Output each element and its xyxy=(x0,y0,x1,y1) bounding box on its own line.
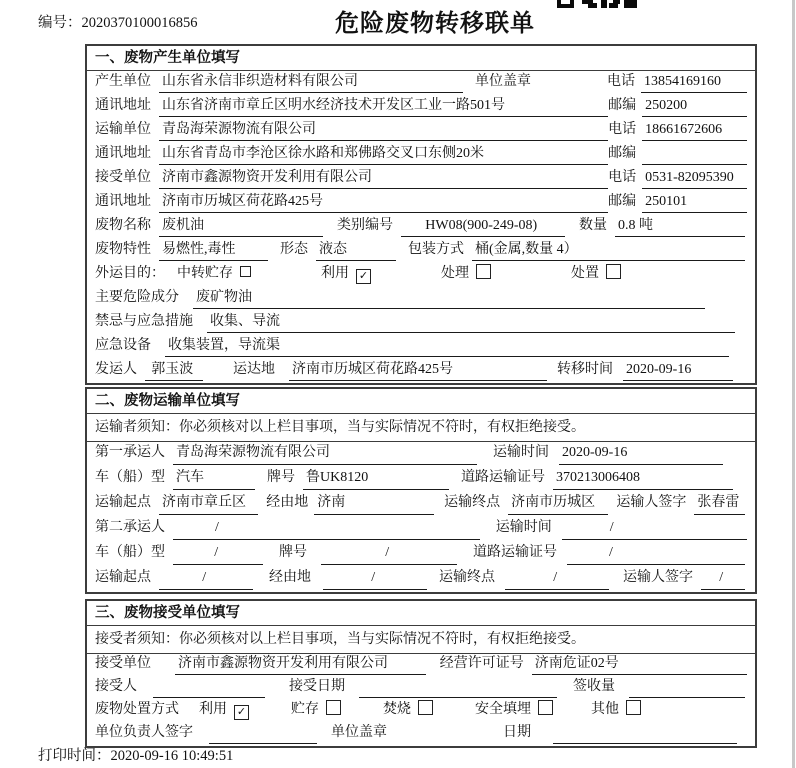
disposal-option-utilize xyxy=(199,700,249,720)
second-carrier-value: / xyxy=(173,517,480,540)
packaging-label: 包装方式 xyxy=(408,242,464,257)
producer-unit-label: 产生单位 xyxy=(95,74,151,89)
disposal-other-label: 其他 xyxy=(591,702,619,717)
row-waste-name xyxy=(87,215,755,239)
page-title: 危险废物转移联单 xyxy=(335,10,535,37)
hazard-label: 主要危险成分 xyxy=(95,290,179,305)
accept-person-label: 接受人 xyxy=(95,679,137,694)
signoff-date-value xyxy=(553,723,737,744)
disposal-option-incinerate xyxy=(383,700,433,720)
transporter-zip-value xyxy=(642,143,747,165)
print-time xyxy=(38,744,233,765)
disposal-option-other xyxy=(591,700,641,720)
receiver-address-label: 通讯地址 xyxy=(95,194,151,209)
row-receiver-address xyxy=(87,191,755,215)
document-number-label: 编号： xyxy=(38,15,82,31)
destination-value: 济南市历城区荷花路425号 xyxy=(289,359,547,381)
row-transporter-unit xyxy=(87,119,755,143)
row-second-carrier xyxy=(87,517,755,542)
emergency-value: 收集、导流 xyxy=(207,311,735,333)
route1-sign-value: 张春雷 xyxy=(694,492,745,515)
producer-phone-value: 13854169160 xyxy=(641,71,747,93)
transporter-zip-label: 邮编 xyxy=(608,146,637,161)
route2-sign-label: 运输人签字 xyxy=(623,570,693,585)
row-emergency-equipment xyxy=(87,335,755,359)
row-route2 xyxy=(87,567,755,592)
road-license2-label: 道路运输证号 xyxy=(473,545,557,560)
waste-form-value: 液态 xyxy=(316,239,396,261)
document-header xyxy=(0,0,796,44)
disposal-incinerate-label: 焚烧 xyxy=(383,702,411,717)
waste-qty-value: 0.8 吨 xyxy=(615,215,745,237)
purpose-label: 外运目的： xyxy=(95,266,165,281)
purpose-storage-label: 中转贮存 xyxy=(177,266,233,281)
receiver-phone-label: 电话 xyxy=(608,170,637,185)
page-right-edge xyxy=(792,0,795,768)
row-receiver-unit xyxy=(87,167,755,191)
disposal-storage-checkbox xyxy=(326,700,341,715)
route2-via-label: 经由地 xyxy=(269,570,311,585)
row-transport-purpose xyxy=(87,263,755,287)
accept-unit-value: 济南市鑫源物资开发利用有限公司 xyxy=(175,654,426,675)
receiver-zip-label: 邮编 xyxy=(608,194,637,209)
vehicle-type1-label: 车（船）型 xyxy=(95,470,165,485)
signoff-seal-label: 单位盖章 xyxy=(331,725,387,740)
unit-seal-label: 单位盖章 xyxy=(475,74,531,89)
purpose-storage-checkbox xyxy=(240,266,251,277)
row-accept-person xyxy=(87,677,755,700)
document-number-value: 2020370100016856 xyxy=(81,15,198,31)
row-first-carrier xyxy=(87,442,755,467)
second-carrier-label: 第二承运人 xyxy=(95,520,165,535)
transport-time2-value: / xyxy=(562,517,747,540)
section2-title: 二、废物运输单位填写 xyxy=(87,389,755,414)
accept-date-value xyxy=(359,677,557,698)
print-time-label: 打印时间： xyxy=(38,748,111,764)
manifest-form xyxy=(85,44,757,748)
producer-zip-label: 邮编 xyxy=(608,98,637,113)
receiver-unit-label: 接受单位 xyxy=(95,170,151,185)
receiver-unit-value: 济南市鑫源物资开发利用有限公司 xyxy=(159,167,608,189)
waste-property-label: 废物特性 xyxy=(95,242,151,257)
producer-phone-label: 电话 xyxy=(607,74,635,89)
disposal-utilize-checkbox: ✓ xyxy=(234,705,249,720)
signed-qty-label: 签收量 xyxy=(573,679,615,694)
row-signoff xyxy=(87,723,755,746)
producer-zip-value: 250200 xyxy=(642,95,747,117)
shipper-value: 郭玉波 xyxy=(145,359,203,381)
row-emergency-measures xyxy=(87,311,755,335)
section-receiver xyxy=(85,599,757,748)
transporter-address-value: 山东省青岛市李沧区徐水路和郑佛路交叉口东侧20米 xyxy=(159,143,608,165)
disposal-incinerate-checkbox xyxy=(418,700,433,715)
section1-title: 一、废物产生单位填写 xyxy=(87,46,755,71)
print-time-value: 2020-09-16 10:49:51 xyxy=(110,748,234,764)
signoff-date-label: 日期 xyxy=(503,725,531,740)
receiver-zip-value: 250101 xyxy=(642,191,747,213)
business-license-value: 济南危证02号 xyxy=(532,654,747,675)
receiver-phone-value: 0531-82095390 xyxy=(642,167,747,189)
waste-qty-label: 数量 xyxy=(579,218,607,233)
producer-address-label: 通讯地址 xyxy=(95,98,151,113)
signed-qty-value xyxy=(629,677,745,698)
disposal-utilize-label: 利用 xyxy=(199,702,227,717)
plate1-value: 鲁UK8120 xyxy=(303,467,449,490)
disposal-landfill-checkbox xyxy=(538,700,553,715)
route2-end-value: / xyxy=(505,567,609,590)
responsible-sign-label: 单位负责人签字 xyxy=(95,725,193,740)
row-dispatch xyxy=(87,359,755,383)
waste-code-value: HW08(900-249-08) xyxy=(401,215,565,237)
qr-code-fragment xyxy=(557,0,637,8)
row-producer-address xyxy=(87,95,755,119)
transporter-unit-label: 运输单位 xyxy=(95,122,151,137)
purpose-option-storage xyxy=(177,263,251,284)
waste-code-label: 类别编号 xyxy=(337,218,393,233)
equipment-value: 收集装置，导流渠 xyxy=(165,335,729,357)
vehicle-type2-value: / xyxy=(173,542,263,565)
waste-property-value: 易燃性,毒性 xyxy=(159,239,268,261)
row-route1 xyxy=(87,492,755,517)
road-license2-value: / xyxy=(567,542,745,565)
transporter-unit-value: 青岛海荣源物流有限公司 xyxy=(159,119,608,141)
purpose-option-dispose xyxy=(571,263,621,284)
transporter-phone-label: 电话 xyxy=(608,122,637,137)
route1-start-label: 运输起点 xyxy=(95,495,151,510)
disposal-storage-label: 贮存 xyxy=(291,702,319,717)
receiver-notice: 接受者须知：你必须核对以上栏目事项，当与实际情况不符时，有权拒绝接受。 xyxy=(87,626,755,654)
route2-start-label: 运输起点 xyxy=(95,570,151,585)
plate2-value: / xyxy=(321,542,457,565)
plate1-label: 牌号 xyxy=(267,470,295,485)
purpose-utilize-checkbox: ✓ xyxy=(356,269,371,284)
row-hazard-components xyxy=(87,287,755,311)
destination-label: 运达地 xyxy=(233,362,275,377)
disposal-option-storage xyxy=(291,700,341,720)
accept-unit-label: 接受单位 xyxy=(95,656,151,671)
accept-person-value xyxy=(153,677,265,698)
transport-time1-value: 2020-09-16 xyxy=(559,442,723,465)
equipment-label: 应急设备 xyxy=(95,338,151,353)
road-license1-value: 370213006408 xyxy=(553,467,733,490)
waste-name-value: 废机油 xyxy=(159,215,323,237)
row-waste-property xyxy=(87,239,755,263)
shipper-label: 发运人 xyxy=(95,362,137,377)
section-producer xyxy=(85,44,757,385)
transfer-time-label: 转移时间 xyxy=(557,362,613,377)
producer-address-value: 山东省济南市章丘区明水经济技术开发区工业一路501号 xyxy=(159,95,608,117)
purpose-treat-label: 处理 xyxy=(441,266,469,281)
transporter-address-label: 通讯地址 xyxy=(95,146,151,161)
route2-sign-value: / xyxy=(701,567,745,590)
first-carrier-value: 青岛海荣源物流有限公司 xyxy=(173,442,477,465)
transporter-notice: 运输者须知：你必须核对以上栏目事项，当与实际情况不符时，有权拒绝接受。 xyxy=(87,414,755,442)
road-license1-label: 道路运输证号 xyxy=(461,470,545,485)
responsible-sign-value xyxy=(209,723,317,744)
route1-end-value: 济南市历城区 xyxy=(508,492,608,515)
row-vehicle2 xyxy=(87,542,755,567)
row-disposal-method xyxy=(87,700,755,723)
vehicle-type2-label: 车（船）型 xyxy=(95,545,165,560)
hazard-value: 废矿物油 xyxy=(193,287,705,309)
route1-via-label: 经由地 xyxy=(266,495,309,510)
plate2-label: 牌号 xyxy=(279,545,307,560)
route1-via-value: 济南 xyxy=(314,492,434,515)
row-vehicle1 xyxy=(87,467,755,492)
waste-form-label: 形态 xyxy=(280,242,308,257)
row-transporter-address xyxy=(87,143,755,167)
packaging-value: 桶(金属,数量 4） xyxy=(472,239,745,261)
transport-time1-label: 运输时间 xyxy=(493,445,549,460)
disposal-method-label: 废物处置方式 xyxy=(95,702,179,717)
purpose-option-treat xyxy=(441,263,491,284)
route1-sign-label: 运输人签字 xyxy=(616,495,687,510)
disposal-option-landfill xyxy=(475,700,553,720)
receiver-address-value: 济南市历城区荷花路425号 xyxy=(159,191,608,213)
disposal-other-checkbox xyxy=(626,700,641,715)
section-transporter xyxy=(85,387,757,594)
first-carrier-label: 第一承运人 xyxy=(95,445,165,460)
section3-title: 三、废物接受单位填写 xyxy=(87,601,755,626)
document-number xyxy=(38,11,198,32)
vehicle-type1-value: 汽车 xyxy=(173,467,255,490)
transfer-time-value: 2020-09-16 xyxy=(623,359,733,381)
route2-start-value: / xyxy=(159,567,253,590)
purpose-utilize-label: 利用 xyxy=(321,266,349,281)
row-accept-unit xyxy=(87,654,755,677)
purpose-dispose-checkbox xyxy=(606,264,621,279)
route2-via-value: / xyxy=(323,567,427,590)
row-producer-unit xyxy=(87,71,755,95)
route1-end-label: 运输终点 xyxy=(444,495,501,510)
route1-start-value: 济南市章丘区 xyxy=(159,492,258,515)
emergency-label: 禁忌与应急措施 xyxy=(95,314,193,329)
transporter-phone-value: 18661672606 xyxy=(642,119,747,141)
purpose-dispose-label: 处置 xyxy=(571,266,599,281)
transport-time2-label: 运输时间 xyxy=(495,520,552,535)
route2-end-label: 运输终点 xyxy=(439,570,495,585)
purpose-treat-checkbox xyxy=(476,264,491,279)
purpose-option-utilize xyxy=(321,263,371,284)
producer-unit-value: 山东省永信非织造材料有限公司 xyxy=(159,71,463,93)
business-license-label: 经营许可证号 xyxy=(439,656,524,671)
disposal-landfill-label: 安全填埋 xyxy=(475,702,531,717)
waste-name-label: 废物名称 xyxy=(95,218,151,233)
accept-date-label: 接受日期 xyxy=(289,679,345,694)
